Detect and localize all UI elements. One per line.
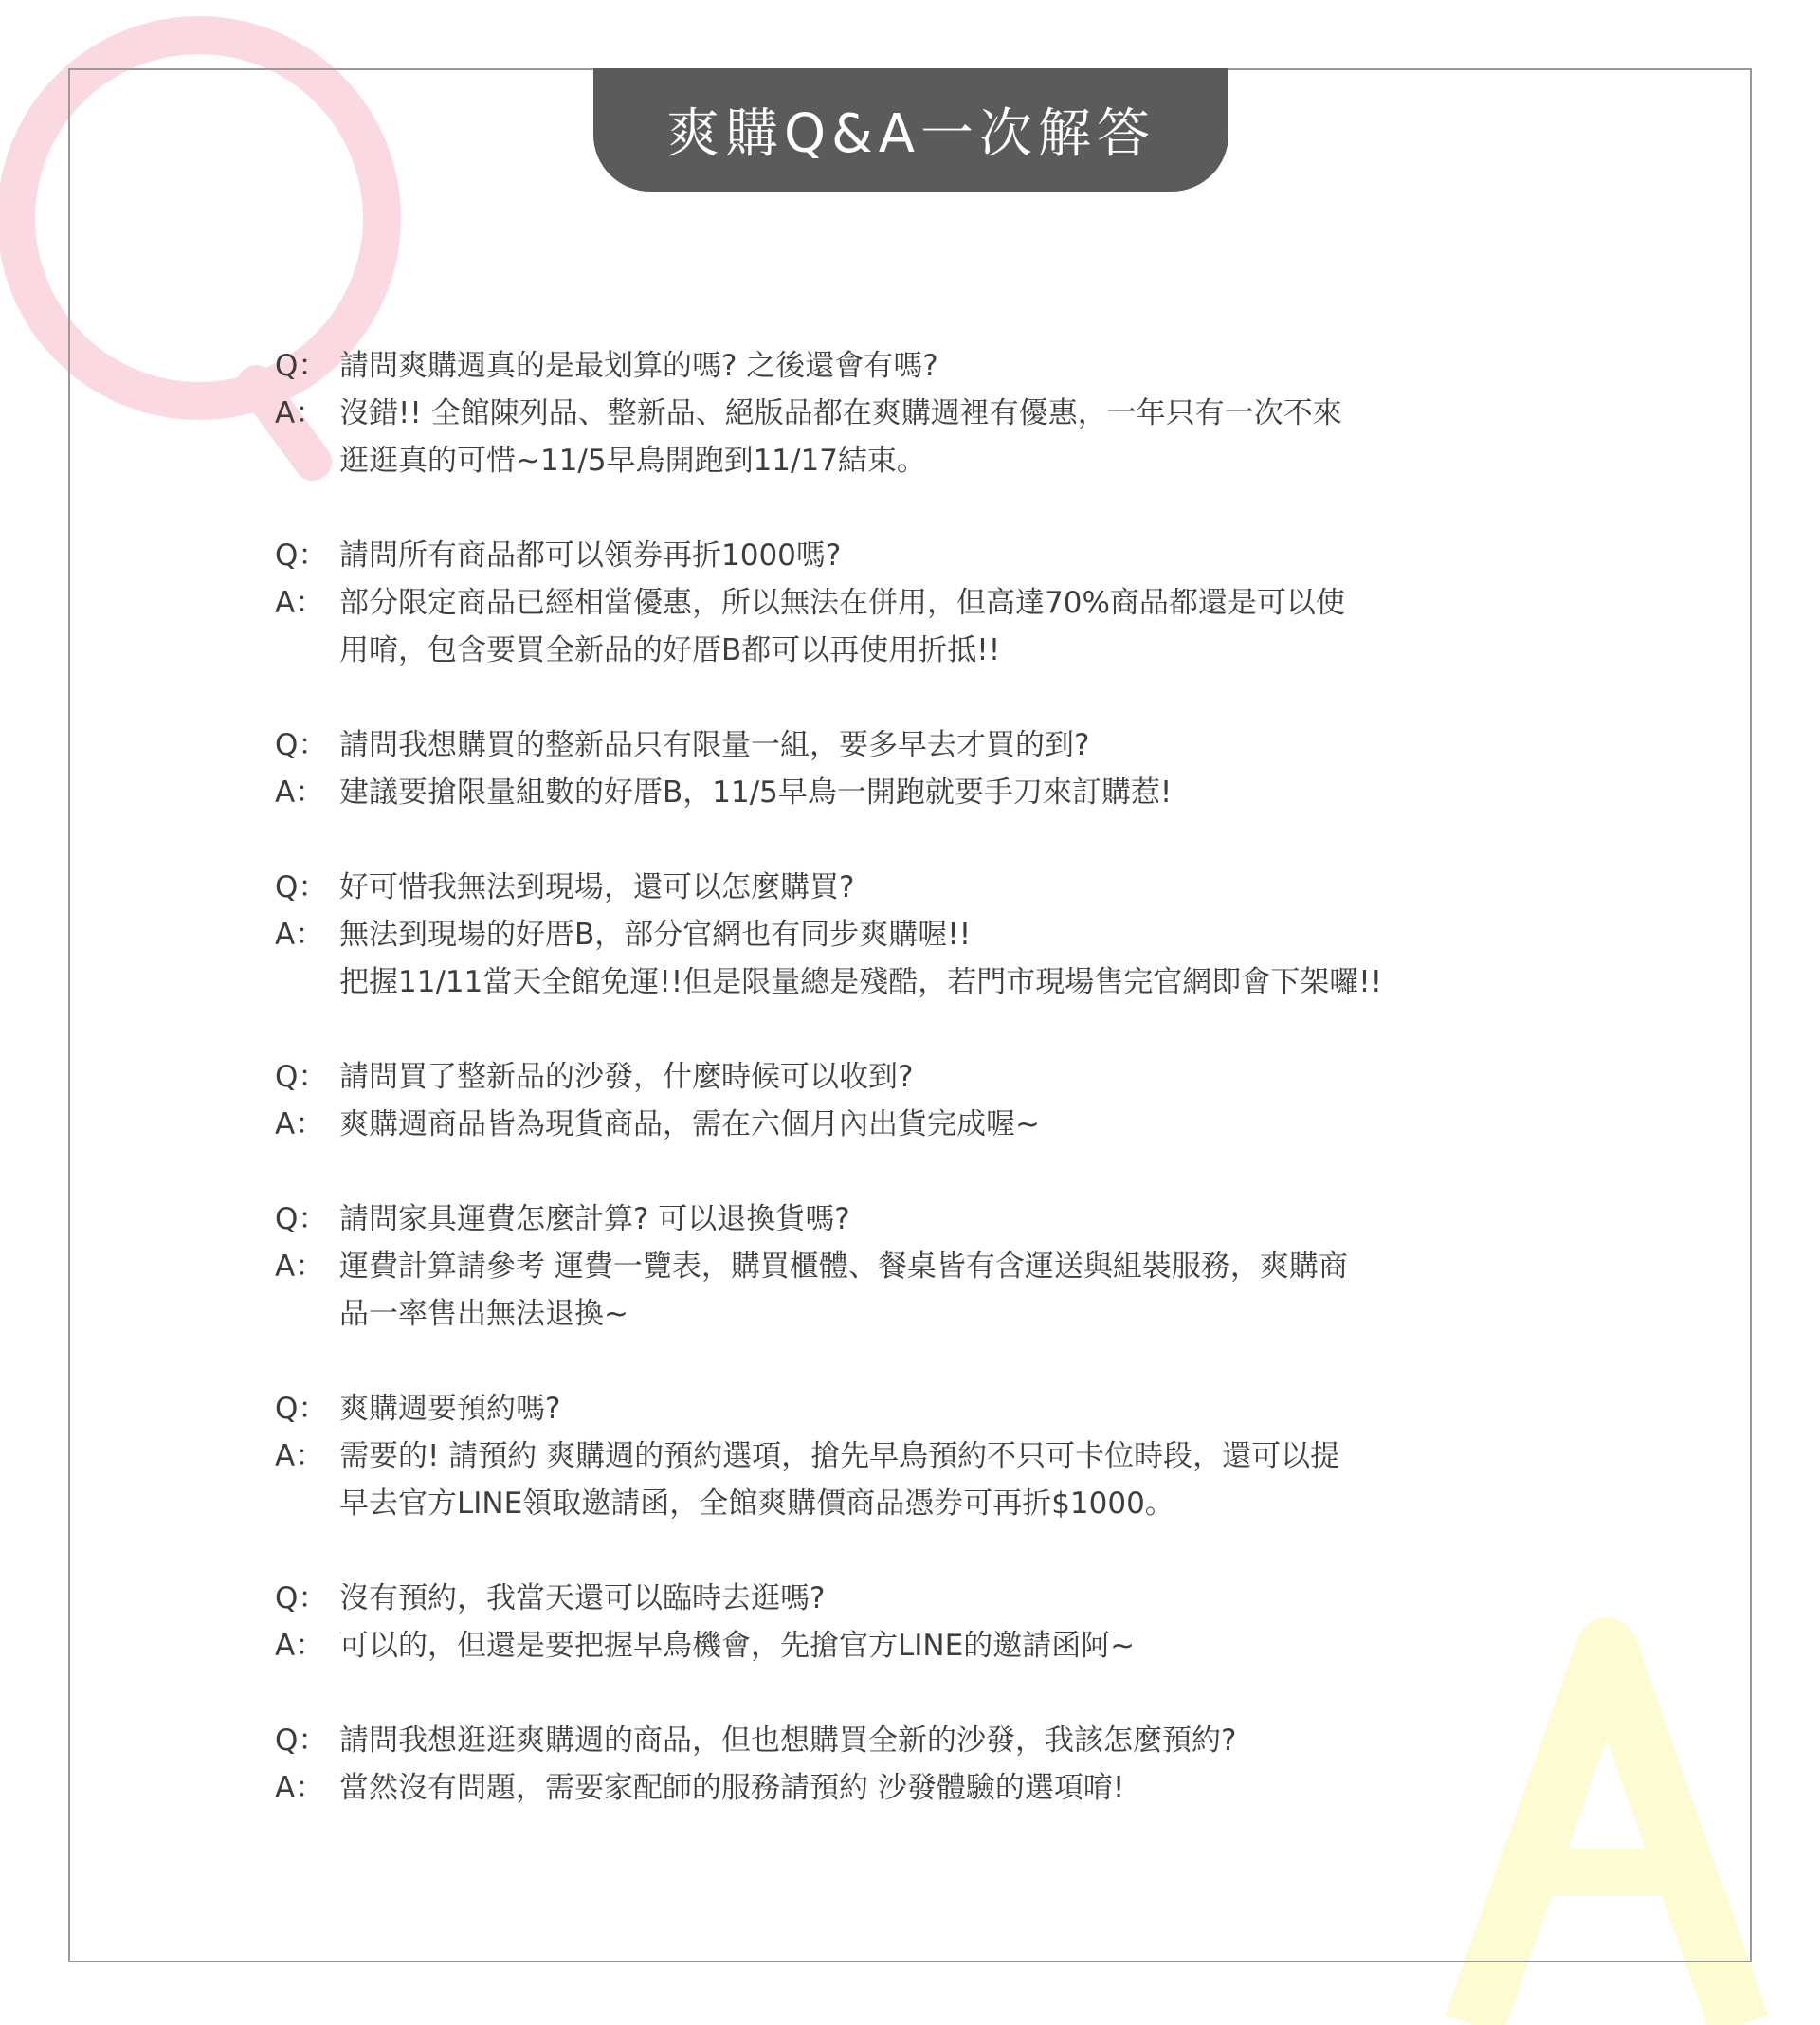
answer-prefix: A：	[275, 396, 325, 430]
answer-text: 無法到現場的好厝B，部分官網也有同步爽購喔!!	[339, 918, 972, 952]
question-line	[275, 1053, 1564, 1101]
title-tab	[593, 68, 1228, 192]
question-prefix: Q：	[275, 349, 328, 383]
qa-item	[275, 721, 1564, 816]
answer-prefix: A：	[275, 1439, 325, 1473]
qa-item	[275, 864, 1564, 1006]
answer-prefix: A：	[275, 1629, 325, 1663]
answer-prefix: A：	[275, 586, 325, 620]
answer-text: 爽購週商品皆為現貨商品，需在六個月內出貨完成喔~	[339, 1107, 1040, 1141]
question-line	[275, 1195, 1564, 1243]
answer-continuation: 把握11/11當天全館免運!!但是限量總是殘酷，若門市現場售完官網即會下架囉!!	[339, 965, 1383, 999]
answer-text: 沒錯!! 全館陳列品、整新品、絕版品都在爽購週裡有優惠，一年只有一次不來	[339, 396, 1342, 430]
question-prefix: Q：	[275, 870, 328, 904]
answer-line	[275, 1101, 1564, 1148]
qa-item	[275, 1717, 1564, 1812]
question-prefix: Q：	[275, 1060, 328, 1094]
answer-text: 需要的! 請預約 爽購週的預約選項，搶先早鳥預約不只可卡位時段，還可以提	[339, 1439, 1340, 1473]
answer-prefix: A：	[275, 1771, 325, 1805]
answer-continuation: 逛逛真的可惜~11/5早鳥開跑到11/17結束。	[339, 444, 926, 478]
question-text: 請問我想逛逛爽購週的商品，但也想購買全新的沙發，我該怎麼預約?	[339, 1724, 1237, 1758]
question-line	[275, 1575, 1564, 1622]
answer-text: 當然沒有問題，需要家配師的服務請預約 沙發體驗的選項唷!	[339, 1771, 1125, 1805]
answer-continuation: 用唷，包含要買全新品的好厝B都可以再使用折抵!!	[339, 633, 1001, 667]
answer-prefix: A：	[275, 918, 325, 952]
question-text: 好可惜我無法到現場，還可以怎麼購買?	[339, 870, 855, 904]
question-text: 爽購週要預約嗎?	[339, 1392, 561, 1426]
qa-item	[275, 1053, 1564, 1148]
question-line	[275, 342, 1564, 390]
question-line	[275, 1717, 1564, 1764]
answer-prefix: A：	[275, 1250, 325, 1284]
question-text: 請問買了整新品的沙發，什麼時候可以收到?	[339, 1060, 914, 1094]
page-title: 爽購Q&A一次解答	[665, 103, 1156, 165]
question-text: 請問家具運費怎麼計算? 可以退換貨嗎?	[339, 1202, 850, 1236]
qa-item	[275, 1195, 1564, 1338]
question-prefix: Q：	[275, 1392, 328, 1426]
answer-line	[275, 579, 1564, 627]
answer-line	[275, 390, 1564, 437]
answer-line	[275, 1432, 1564, 1480]
answer-line	[275, 1243, 1564, 1290]
question-prefix: Q：	[275, 1202, 328, 1236]
question-text: 請問爽購週真的是最划算的嗎? 之後還會有嗎?	[339, 349, 938, 383]
answer-text: 部分限定商品已經相當優惠，所以無法在併用，但高達70%商品都還是可以使	[339, 586, 1345, 620]
qa-item	[275, 1385, 1564, 1527]
question-line	[275, 721, 1564, 769]
question-text: 請問所有商品都可以領券再折1000嗎?	[339, 538, 842, 573]
answer-prefix: A：	[275, 775, 325, 810]
question-text: 請問我想購買的整新品只有限量一組，要多早去才買的到?	[339, 728, 1090, 762]
question-line	[275, 864, 1564, 911]
question-text: 沒有預約，我當天還可以臨時去逛嗎?	[339, 1581, 826, 1615]
qa-item	[275, 342, 1564, 484]
qa-list	[275, 342, 1564, 1859]
answer-text: 建議要搶限量組數的好厝B，11/5早鳥一開跑就要手刀來訂購惹!	[339, 775, 1173, 810]
answer-continuation: 早去官方LINE領取邀請函，全館爽購價商品憑券可再折$1000。	[339, 1487, 1174, 1521]
answer-text: 運費計算請參考 運費一覽表，購買櫃體、餐桌皆有含運送與組裝服務，爽購商	[339, 1250, 1348, 1284]
qa-item	[275, 1575, 1564, 1669]
question-line	[275, 532, 1564, 579]
answer-prefix: A：	[275, 1107, 325, 1141]
question-prefix: Q：	[275, 1581, 328, 1615]
answer-continuation: 品一率售出無法退換~	[339, 1297, 628, 1331]
answer-line	[275, 769, 1564, 816]
question-prefix: Q：	[275, 538, 328, 573]
answer-line	[275, 911, 1564, 958]
answer-text: 可以的，但還是要把握早鳥機會，先搶官方LINE的邀請函阿~	[339, 1629, 1136, 1663]
qa-item	[275, 532, 1564, 674]
answer-line	[275, 1622, 1564, 1669]
question-prefix: Q：	[275, 1724, 328, 1758]
answer-line	[275, 1764, 1564, 1812]
question-prefix: Q：	[275, 728, 328, 762]
question-line	[275, 1385, 1564, 1432]
